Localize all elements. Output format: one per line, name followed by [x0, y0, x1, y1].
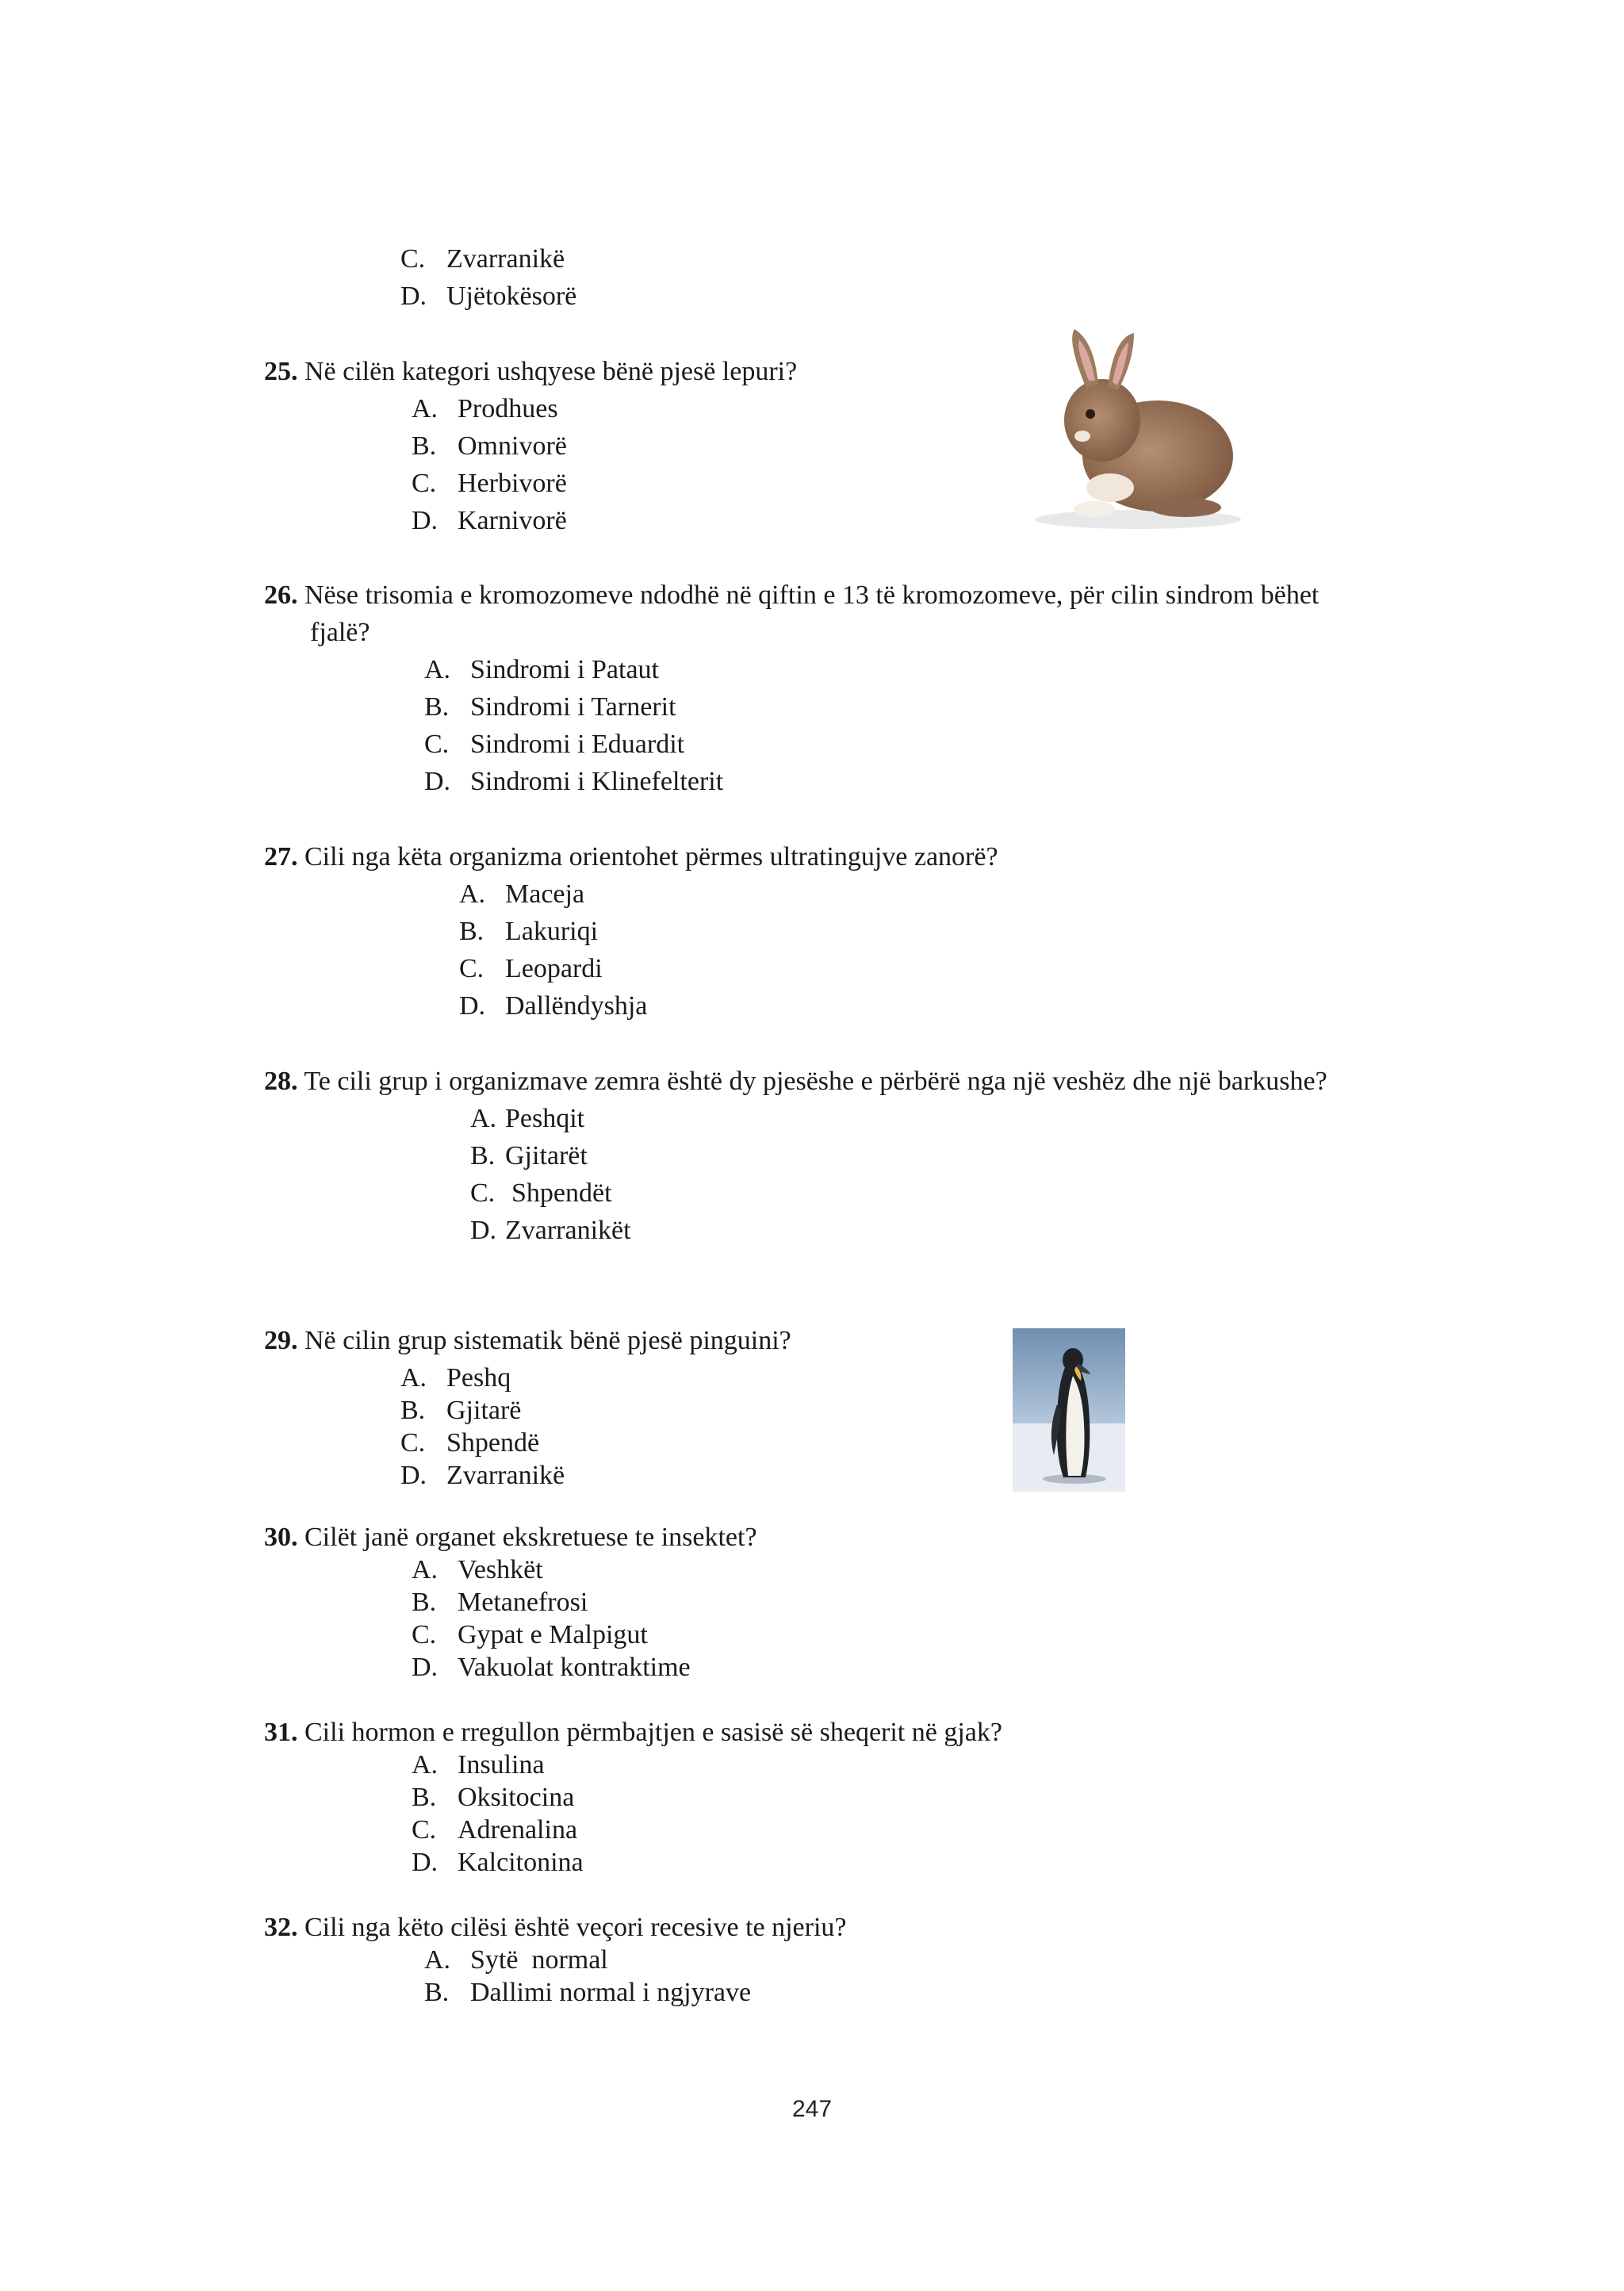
- question-27: 27. Cili nga këta organizma orientohet përmes ultratingujve zanorë?: [264, 842, 998, 872]
- question-28: 28. Te cili grup i organizmave zemra është dy pjesëshe e përbërë nga një veshëz dhe një barkushe?: [264, 1067, 1327, 1096]
- q27-option-c: C. Leopardi: [459, 954, 603, 983]
- q29-option-c: C. Shpendë: [400, 1428, 540, 1458]
- question-30: 30. Cilët janë organet ekskretuese te insektet?: [264, 1523, 757, 1552]
- q25-option-c: C. Herbivorë: [412, 469, 567, 498]
- q30-option-a: A. Veshkët: [412, 1555, 543, 1584]
- option-d-prev: D. Ujëtokësorë: [400, 282, 577, 311]
- q30-option-c: C. Gypat e Malpigut: [412, 1620, 648, 1649]
- q28-option-b: B. Gjitarët: [470, 1141, 588, 1170]
- q26-option-c: C. Sindromi i Eduardit: [424, 730, 685, 759]
- question-29: 29. Në cilin grup sistematik bënë pjesë pinguini?: [264, 1326, 791, 1355]
- q30-option-d: D. Vakuolat kontraktime: [412, 1653, 691, 1682]
- question-26: 26. Nëse trisomia e kromozomeve ndodhë në qiftin e 13 të kromozomeve, për cilin sindrom bëhet: [264, 580, 1320, 610]
- q29-option-a: A. Peshq: [400, 1363, 511, 1393]
- rabbit-photo: [1019, 325, 1249, 531]
- q28-option-d: D. Zvarranikët: [470, 1216, 631, 1245]
- q29-option-d: D. Zvarranikë: [400, 1461, 565, 1490]
- q26-option-b: B. Sindromi i Tarnerit: [424, 692, 676, 722]
- option-c-prev: C. Zvarranikë: [400, 244, 565, 274]
- q25-option-b: B. Omnivorë: [412, 431, 567, 461]
- q29-option-b: B. Gjitarë: [400, 1396, 522, 1425]
- q30-option-b: B. Metanefrosi: [412, 1588, 588, 1617]
- question-31: 31. Cili hormon e rregullon përmbajtjen e sasisë së sheqerit në gjak?: [264, 1718, 1002, 1747]
- q31-option-b: B. Oksitocina: [412, 1783, 575, 1812]
- q25-option-a: A. Prodhues: [412, 394, 558, 423]
- q32-option-b: B. Dallimi normal i ngjyrave: [424, 1978, 752, 2007]
- q27-option-d: D. Dallëndyshja: [459, 991, 648, 1021]
- q26-option-a: A. Sindromi i Pataut: [424, 655, 659, 684]
- penguin-photo: [1013, 1328, 1125, 1492]
- q27-option-b: B. Lakuriqi: [459, 917, 599, 946]
- q31-option-c: C. Adrenalina: [412, 1815, 578, 1845]
- q31-option-d: D. Kalcitonina: [412, 1848, 584, 1877]
- q31-option-a: A. Insulina: [412, 1750, 545, 1780]
- q32-option-a: A. Sytë normal: [424, 1945, 608, 1975]
- question-25: 25. Në cilën kategori ushqyese bënë pjesë lepuri?: [264, 357, 798, 386]
- q28-option-c: C. Shpendët: [470, 1178, 612, 1208]
- q26-option-d: D. Sindromi i Klinefelterit: [424, 767, 724, 796]
- question-32: 32. Cili nga këto cilësi është veçori recesive te njeriu?: [264, 1913, 847, 1942]
- question-26-continuation: fjalë?: [310, 618, 370, 647]
- q28-option-a: A. Peshqit: [470, 1104, 585, 1133]
- page-number: 247: [791, 2096, 833, 2122]
- q25-option-d: D. Karnivorë: [412, 506, 567, 535]
- q27-option-a: A. Maceja: [459, 879, 585, 909]
